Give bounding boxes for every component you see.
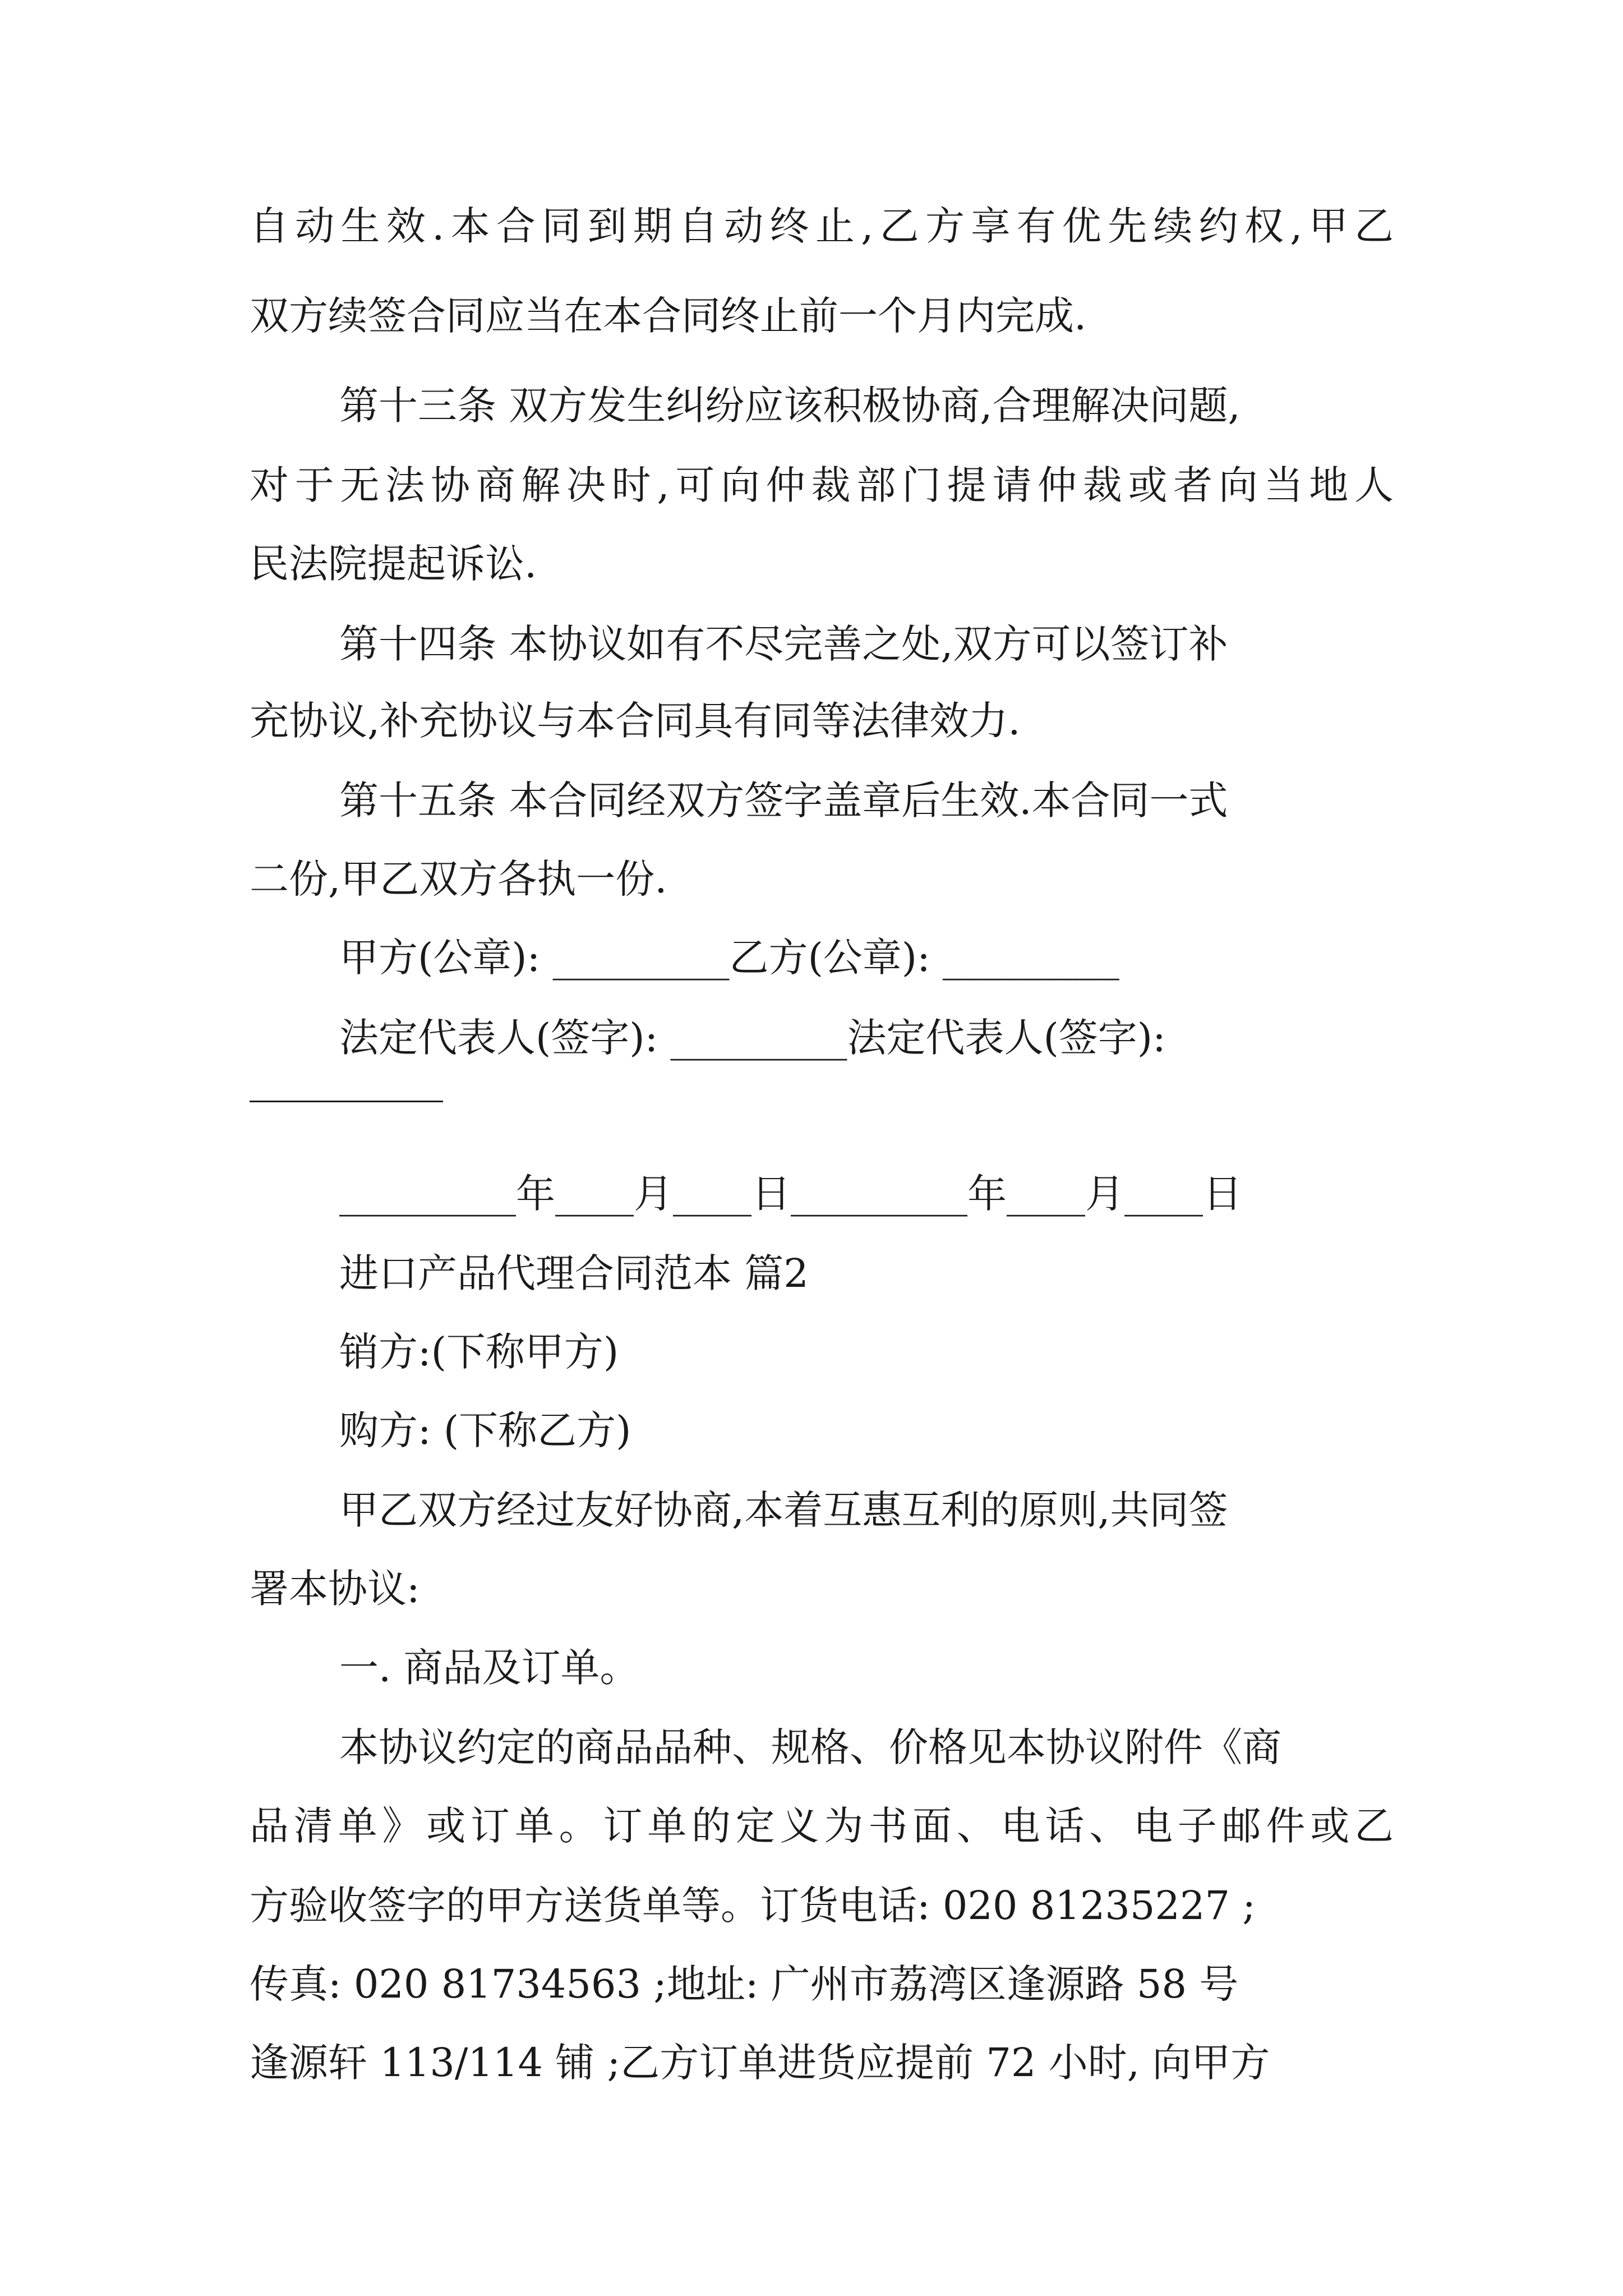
text-line: 逢源轩 113/114 铺 ;乙方订单进货应提前 72 小时, 向甲方 [250,2040,1270,2086]
text-line: 甲乙双方经过友好协商,本着互惠互利的原则,共同签 [339,1487,1228,1533]
text-line: 品清单》或订单。订单的定义为书面、电话、电子邮件或乙 [250,1803,1394,1849]
text-line: 本协议约定的商品品种、规格、价格见本协议附件《商 [339,1724,1281,1770]
signature-line-seal: 甲方(公章): _________乙方(公章): _________ [339,935,1119,981]
text-line: 传真: 020 81734563 ;地址: 广州市荔湾区逢源路 58 号 [250,1961,1239,2007]
text-line: 充协议,补充协议与本合同具有同等法律效力. [250,698,1021,744]
text-line: 方验收签字的甲方送货单等。订货电话: 020 81235227 ; [250,1883,1256,1929]
date-line: _________年____月____日_________年____月____日 [339,1171,1242,1217]
text-line: 双方续签合同应当在本合同终止前一个月内完成. [250,293,1087,339]
text-line: 第十三条 双方发生纠纷应该积极协商,合理解决问题, [339,383,1241,429]
text-line: 二份,甲乙双方各执一份. [250,856,667,902]
text-line: 对于无法协商解决时,可向仲裁部门提请仲裁或者向当地人 [250,462,1394,508]
text-line: 民法院提起诉讼. [250,541,537,587]
clause-heading: 一. 商品及订单。 [339,1645,639,1691]
text-line: 自动生效.本合同到期自动终止,乙方享有优先续约权,甲乙 [250,203,1394,249]
signature-blank [250,1101,443,1102]
text-line: 第十四条 本协议如有不尽完善之处,双方可以签订补 [339,621,1228,667]
text-line: 销方:(下称甲方) [339,1329,619,1375]
signature-line-representative: 法定代表人(签字): _________法定代表人(签字): [339,1015,1166,1061]
section-heading: 进口产品代理合同范本 篇2 [339,1250,809,1296]
text-line: 购方: (下称乙方) [339,1407,631,1453]
text-line: 第十五条 本合同经双方签字盖章后生效.本合同一式 [339,777,1228,823]
text-line: 署本协议: [250,1566,420,1612]
